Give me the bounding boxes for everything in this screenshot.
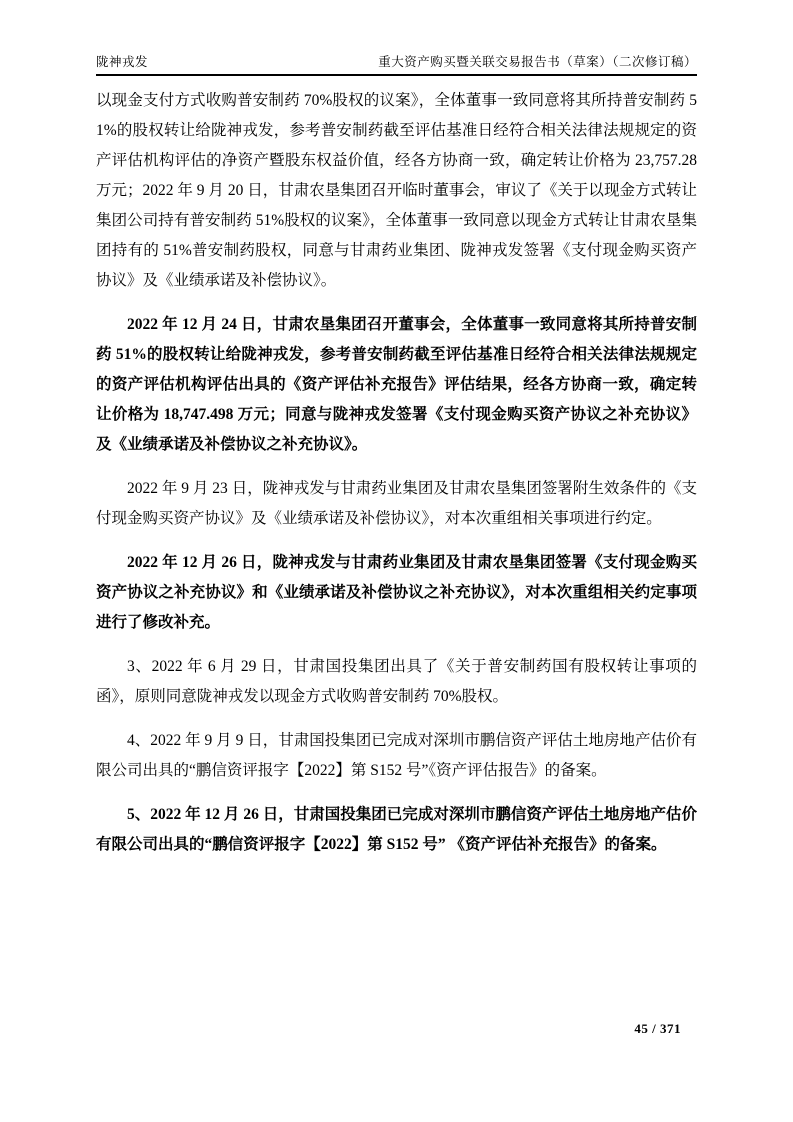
paragraph: 2022 年 12 月 26 日，陇神戎发与甘肃药业集团及甘肃农垦集团签署《支付现金购买资产协议之补充协议》和《业绩承诺及补偿协议之补充协议》，对本次重组相关约定事项进行了修改补充。: [96, 554, 697, 631]
page-header: [96, 52, 697, 76]
paragraph: 以现金支付方式收购普安制药 70%股权的议案》，全体董事一致同意将其所持普安制药 51%的股权转让给陇神戎发，参考普安制药截至评估基准日经符合相关法律法规规定的资产评估机构评估的净资产暨股东权益价值，经各方协商一致，确定转让价格为 23,757.28 万元；2022 年 9 月 20 日，甘肃农垦集团召开临时董事会，审议了《关于以现金方式转让集团公司持有普安制药 51%股权的议案》，全体董事一致同意以现金方式转让甘肃农垦集团持有的 51%普安制药股权，同意与甘肃药业集团、陇神戎发签署《支付现金购买资产协议》及《业绩承诺及补偿协议》。: [96, 92, 697, 289]
header-report-title: 重大资产购买暨关联交易报告书（草案）（二次修订稿）: [378, 55, 697, 69]
paragraph: 2022 年 12 月 24 日，甘肃农垦集团召开董事会，全体董事一致同意将其所持普安制药 51%的股权转让给陇神戎发，参考普安制药截至评估基准日经符合相关法律法规规定的资产评估机构评估出具的《资产评估补充报告》评估结果，经各方协商一致，确定转让价格为 18,747.498 万元；同意与陇神戎发签署《支付现金购买资产协议之补充协议》及《业绩承诺及补偿协议之补充协议》。: [96, 316, 697, 453]
header-company-name: 陇神戎发: [96, 55, 149, 69]
paragraph: 5、2022 年 12 月 26 日，甘肃国投集团已完成对深圳市鹏信资产评估土地房地产估价有限公司出具的“鹏信资评报字【2022】第 S152 号” 《资产评估补充报告》的备案。: [96, 806, 697, 853]
page-number: 45 / 371: [634, 1021, 681, 1036]
paragraph: 4、2022 年 9 月 9 日，甘肃国投集团已完成对深圳市鹏信资产评估土地房地产估价有限公司出具的“鹏信资评报字【2022】第 S152 号”《资产评估报告》的备案。: [96, 732, 697, 779]
paragraph: 3、2022 年 6 月 29 日，甘肃国投集团出具了《关于普安制药国有股权转让事项的函》，原则同意陇神戎发以现金方式收购普安制药 70%股权。: [96, 658, 697, 705]
document-body: [96, 86, 697, 874]
paragraph: 2022 年 9 月 23 日，陇神戎发与甘肃药业集团及甘肃农垦集团签署附生效条件的《支付现金购买资产协议》及《业绩承诺及补偿协议》，对本次重组相关事项进行约定。: [96, 480, 697, 527]
